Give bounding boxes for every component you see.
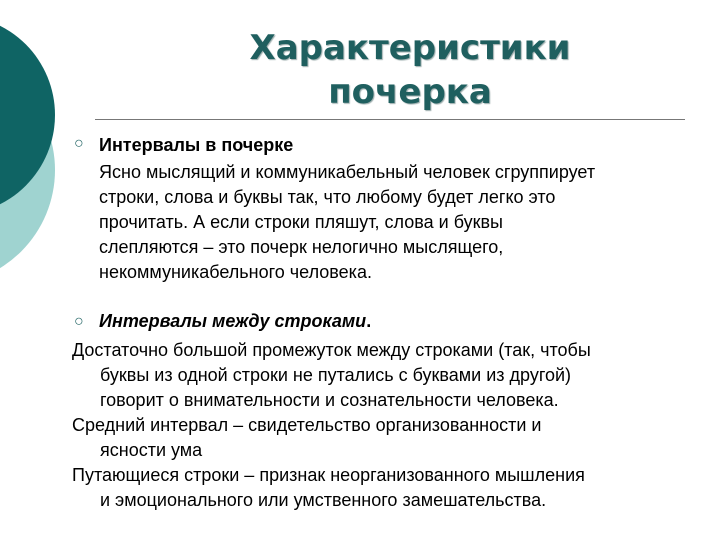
section-2-line: буквы из одной строки не путались с буквами из другой) bbox=[100, 365, 572, 385]
section-1-line: строки, слова и буквы так, что любому будет легко это bbox=[99, 187, 556, 207]
section-1-line: прочитать. А если строки пляшут, слова и буквы bbox=[99, 212, 503, 232]
decorative-circles bbox=[0, 0, 60, 300]
section-2-line: Средний интервал – свидетельство организованности и bbox=[72, 415, 542, 435]
section-2-line: Достаточно большой промежуток между строками (так, чтобы bbox=[72, 340, 591, 360]
title-divider bbox=[95, 119, 685, 120]
section-1-line: слепляются – это почерк нелогично мыслящего, bbox=[99, 237, 504, 257]
section-2-line: Путающиеся строки – признак неорганизованного мышления bbox=[72, 465, 585, 485]
section-2-line: ясности ума bbox=[100, 440, 203, 460]
section-2-line: говорит о внимательности и сознательности человека. bbox=[100, 390, 559, 410]
section-1-line: Ясно мыслящий и коммуникабельный человек сгруппирует bbox=[99, 162, 596, 182]
hollow-circle-icon: ○ bbox=[74, 313, 84, 330]
section-2-heading bbox=[99, 309, 371, 334]
section-1-body bbox=[99, 160, 595, 285]
section-1-line: некоммуникабельного человека. bbox=[99, 262, 372, 282]
section-2-heading-suffix: . bbox=[366, 311, 372, 331]
slide-title bbox=[150, 26, 670, 114]
section-1-heading-text: Интервалы в почерке bbox=[99, 135, 294, 155]
title-line-2: почерка bbox=[328, 72, 492, 112]
section-2-body bbox=[72, 338, 591, 513]
section-2-heading-text: Интервалы между строками bbox=[99, 311, 367, 331]
section-2-line: и эмоционального или умственного замешательства. bbox=[100, 490, 547, 510]
title-line-1: Характеристики bbox=[249, 28, 571, 68]
section-1-heading bbox=[99, 133, 293, 158]
hollow-circle-icon: ○ bbox=[74, 135, 84, 152]
